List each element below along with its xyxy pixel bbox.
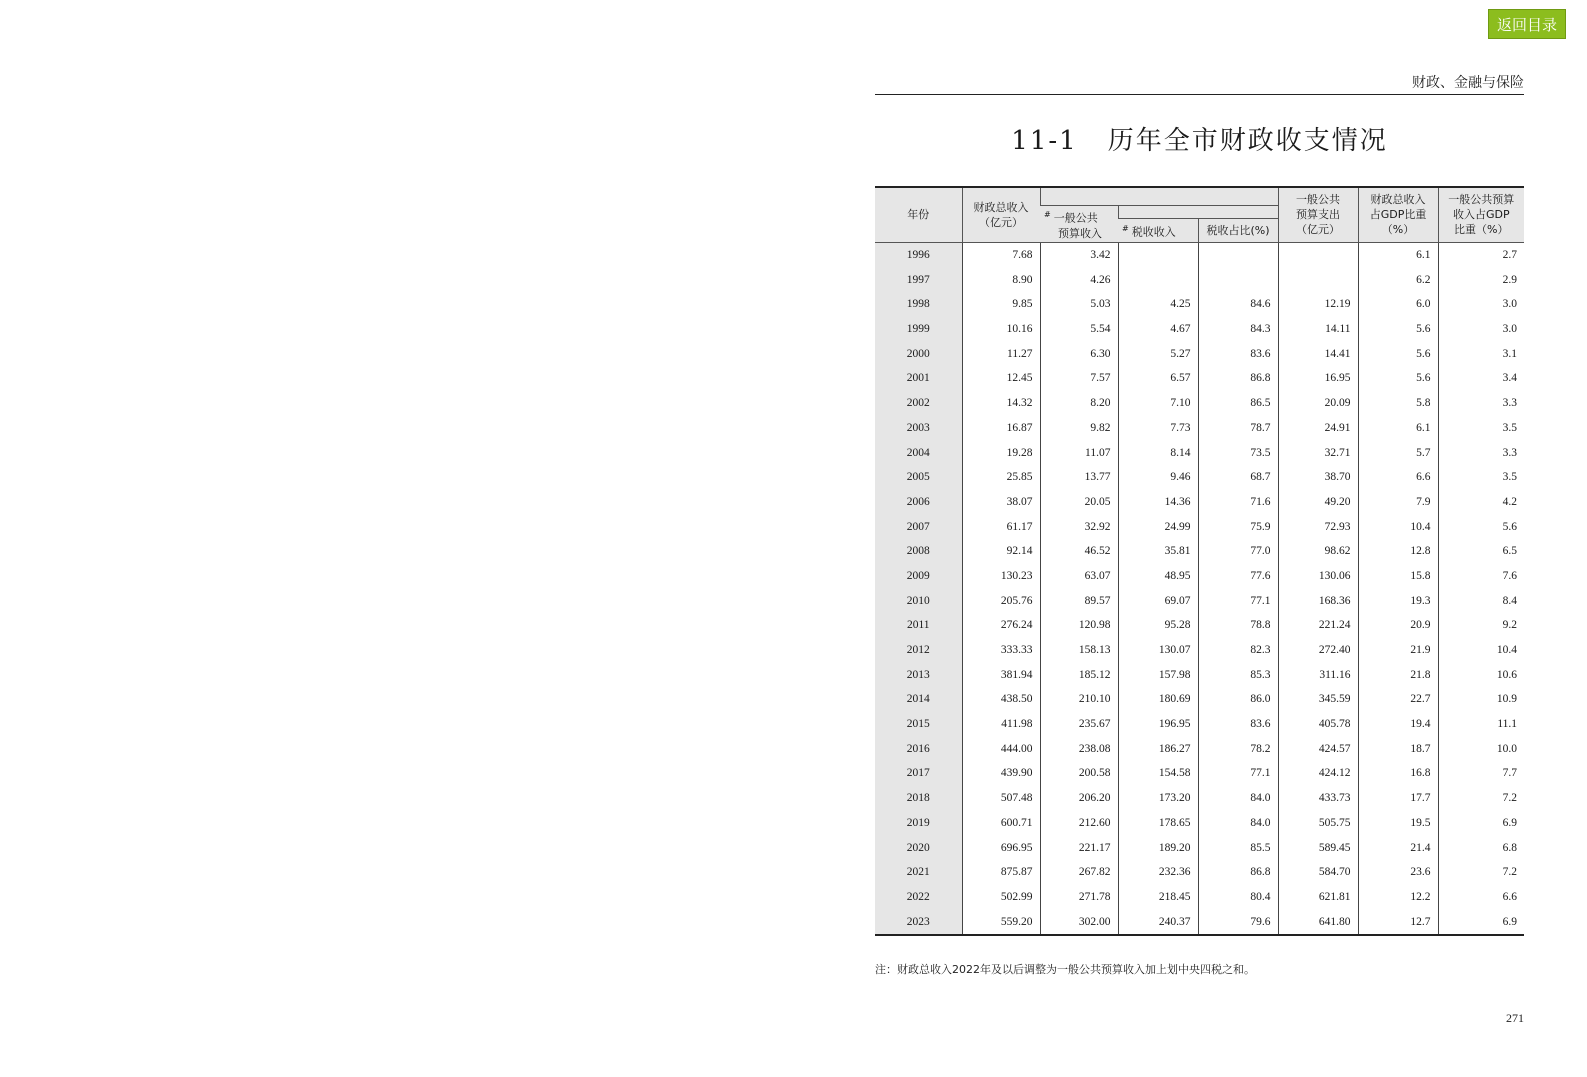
cell-tax-share: 85.3 [1198, 662, 1278, 687]
cell-tax-revenue: 196.95 [1118, 712, 1198, 737]
cell-general-budget-expenditure [1278, 267, 1358, 292]
table-row [875, 662, 1524, 687]
cell-year: 2023 [875, 909, 962, 935]
cell-general-budget-expenditure: 20.09 [1278, 391, 1358, 416]
cell-budget-revenue-gdp: 8.4 [1438, 588, 1524, 613]
cell-budget-revenue-gdp: 10.0 [1438, 736, 1524, 761]
cell-tax-revenue: 180.69 [1118, 687, 1198, 712]
cell-year: 2008 [875, 539, 962, 564]
cell-total-revenue-gdp: 23.6 [1358, 860, 1438, 885]
cell-general-budget-expenditure: 641.80 [1278, 909, 1358, 935]
back-to-contents-button[interactable]: 返回目录 [1488, 9, 1566, 39]
cell-general-budget-revenue: 158.13 [1040, 638, 1118, 663]
cell-year: 2014 [875, 687, 962, 712]
cell-tax-revenue [1118, 242, 1198, 267]
cell-tax-revenue: 35.81 [1118, 539, 1198, 564]
cell-total-revenue: 411.98 [962, 712, 1040, 737]
fiscal-table-container [875, 186, 1524, 936]
cell-total-revenue-gdp: 5.7 [1358, 440, 1438, 465]
table-row [875, 391, 1524, 416]
table-row [875, 490, 1524, 515]
table-row [875, 317, 1524, 342]
table-row [875, 761, 1524, 786]
cell-general-budget-expenditure: 505.75 [1278, 810, 1358, 835]
cell-budget-revenue-gdp: 10.6 [1438, 662, 1524, 687]
cell-budget-revenue-gdp: 6.9 [1438, 810, 1524, 835]
cell-tax-share [1198, 242, 1278, 267]
cell-year: 2005 [875, 465, 962, 490]
cell-general-budget-revenue: 5.54 [1040, 317, 1118, 342]
cell-general-budget-expenditure [1278, 242, 1358, 267]
cell-total-revenue: 11.27 [962, 341, 1040, 366]
cell-tax-share: 77.0 [1198, 539, 1278, 564]
cell-general-budget-revenue: 89.57 [1040, 588, 1118, 613]
cell-year: 1997 [875, 267, 962, 292]
cell-general-budget-expenditure: 221.24 [1278, 613, 1358, 638]
cell-tax-share: 84.0 [1198, 810, 1278, 835]
cell-budget-revenue-gdp: 11.1 [1438, 712, 1524, 737]
cell-total-revenue: 130.23 [962, 564, 1040, 589]
cell-year: 2017 [875, 761, 962, 786]
cell-general-budget-expenditure: 32.71 [1278, 440, 1358, 465]
cell-total-revenue-gdp: 7.9 [1358, 490, 1438, 515]
cell-year: 2021 [875, 860, 962, 885]
table-row [875, 588, 1524, 613]
cell-general-budget-revenue: 206.20 [1040, 786, 1118, 811]
cell-budget-revenue-gdp: 3.5 [1438, 465, 1524, 490]
cell-budget-revenue-gdp: 7.6 [1438, 564, 1524, 589]
cell-budget-revenue-gdp: 6.6 [1438, 885, 1524, 910]
header-revenue-group [1040, 187, 1278, 206]
cell-tax-revenue: 154.58 [1118, 761, 1198, 786]
cell-budget-revenue-gdp: 9.2 [1438, 613, 1524, 638]
cell-budget-revenue-gdp: 6.5 [1438, 539, 1524, 564]
cell-year: 2006 [875, 490, 962, 515]
cell-tax-revenue: 218.45 [1118, 885, 1198, 910]
footnote: 注：财政总收入2022年及以后调整为一般公共预算收入加上划中央四税之和。 [875, 963, 1255, 976]
cell-tax-share: 86.8 [1198, 860, 1278, 885]
cell-total-revenue-gdp: 5.8 [1358, 391, 1438, 416]
cell-general-budget-revenue: 235.67 [1040, 712, 1118, 737]
cell-total-revenue: 8.90 [962, 267, 1040, 292]
cell-tax-revenue: 186.27 [1118, 736, 1198, 761]
cell-total-revenue-gdp: 12.2 [1358, 885, 1438, 910]
cell-budget-revenue-gdp: 3.3 [1438, 391, 1524, 416]
table-row [875, 242, 1524, 267]
cell-total-revenue-gdp: 19.4 [1358, 712, 1438, 737]
cell-tax-share: 73.5 [1198, 440, 1278, 465]
cell-total-revenue: 9.85 [962, 292, 1040, 317]
cell-total-revenue: 381.94 [962, 662, 1040, 687]
cell-general-budget-revenue: 9.82 [1040, 415, 1118, 440]
cell-tax-share: 71.6 [1198, 490, 1278, 515]
cell-tax-revenue: 4.67 [1118, 317, 1198, 342]
table-number: 11-1 [1011, 126, 1078, 156]
cell-total-revenue: 7.68 [962, 242, 1040, 267]
cell-total-revenue: 10.16 [962, 317, 1040, 342]
cell-general-budget-expenditure: 16.95 [1278, 366, 1358, 391]
cell-total-revenue: 438.50 [962, 687, 1040, 712]
cell-general-budget-revenue: 11.07 [1040, 440, 1118, 465]
cell-year: 2022 [875, 885, 962, 910]
cell-budget-revenue-gdp: 3.0 [1438, 317, 1524, 342]
cell-budget-revenue-gdp: 3.0 [1438, 292, 1524, 317]
header-tax-share: 税收占比(%) [1198, 219, 1278, 243]
table-row [875, 292, 1524, 317]
cell-total-revenue: 276.24 [962, 613, 1040, 638]
cell-tax-share: 82.3 [1198, 638, 1278, 663]
cell-general-budget-revenue: 210.10 [1040, 687, 1118, 712]
cell-tax-revenue: 5.27 [1118, 341, 1198, 366]
cell-tax-share: 77.6 [1198, 564, 1278, 589]
table-row [875, 860, 1524, 885]
cell-general-budget-expenditure: 433.73 [1278, 786, 1358, 811]
cell-general-budget-revenue: 3.42 [1040, 242, 1118, 267]
cell-total-revenue: 19.28 [962, 440, 1040, 465]
header-total-revenue-gdp: 财政总收入 占GDP比重 （%） [1358, 187, 1438, 242]
cell-tax-revenue: 6.57 [1118, 366, 1198, 391]
cell-general-budget-expenditure: 584.70 [1278, 860, 1358, 885]
cell-total-revenue-gdp: 5.6 [1358, 366, 1438, 391]
cell-budget-revenue-gdp: 3.4 [1438, 366, 1524, 391]
cell-tax-revenue: 189.20 [1118, 835, 1198, 860]
table-row [875, 267, 1524, 292]
cell-general-budget-revenue: 4.26 [1040, 267, 1118, 292]
cell-general-budget-expenditure: 130.06 [1278, 564, 1358, 589]
cell-tax-share: 84.0 [1198, 786, 1278, 811]
cell-budget-revenue-gdp: 7.7 [1438, 761, 1524, 786]
cell-tax-share: 85.5 [1198, 835, 1278, 860]
cell-general-budget-revenue: 212.60 [1040, 810, 1118, 835]
cell-general-budget-revenue: 13.77 [1040, 465, 1118, 490]
cell-budget-revenue-gdp: 7.2 [1438, 786, 1524, 811]
cell-tax-revenue: 4.25 [1118, 292, 1198, 317]
cell-year: 2016 [875, 736, 962, 761]
cell-tax-share: 78.2 [1198, 736, 1278, 761]
table-row [875, 786, 1524, 811]
cell-general-budget-expenditure: 49.20 [1278, 490, 1358, 515]
cell-general-budget-expenditure: 38.70 [1278, 465, 1358, 490]
cell-total-revenue: 25.85 [962, 465, 1040, 490]
cell-tax-share: 78.7 [1198, 415, 1278, 440]
cell-tax-revenue: 130.07 [1118, 638, 1198, 663]
table-row [875, 465, 1524, 490]
cell-general-budget-revenue: 185.12 [1040, 662, 1118, 687]
table-row [875, 366, 1524, 391]
cell-tax-share: 77.1 [1198, 588, 1278, 613]
cell-budget-revenue-gdp: 3.3 [1438, 440, 1524, 465]
header-budget-revenue-gdp: 一般公共预算 收入占GDP 比重（%） [1438, 187, 1524, 242]
header-general-budget-expenditure: 一般公共 预算支出 （亿元） [1278, 187, 1358, 242]
cell-total-revenue-gdp: 15.8 [1358, 564, 1438, 589]
cell-total-revenue-gdp: 5.6 [1358, 341, 1438, 366]
cell-tax-revenue: 178.65 [1118, 810, 1198, 835]
cell-year: 2020 [875, 835, 962, 860]
cell-budget-revenue-gdp: 3.1 [1438, 341, 1524, 366]
cell-year: 2013 [875, 662, 962, 687]
cell-budget-revenue-gdp: 5.6 [1438, 514, 1524, 539]
cell-year: 2018 [875, 786, 962, 811]
cell-total-revenue-gdp: 19.5 [1358, 810, 1438, 835]
cell-total-revenue-gdp: 6.1 [1358, 242, 1438, 267]
cell-tax-revenue: 8.14 [1118, 440, 1198, 465]
cell-tax-revenue: 240.37 [1118, 909, 1198, 935]
cell-total-revenue-gdp: 18.7 [1358, 736, 1438, 761]
cell-tax-revenue: 24.99 [1118, 514, 1198, 539]
cell-general-budget-expenditure: 12.19 [1278, 292, 1358, 317]
table-title-text: 历年全市财政收支情况 [1107, 126, 1388, 156]
cell-total-revenue-gdp: 20.9 [1358, 613, 1438, 638]
cell-year: 2009 [875, 564, 962, 589]
cell-total-revenue-gdp: 6.2 [1358, 267, 1438, 292]
cell-total-revenue-gdp: 19.3 [1358, 588, 1438, 613]
cell-tax-revenue: 14.36 [1118, 490, 1198, 515]
cell-general-budget-revenue: 267.82 [1040, 860, 1118, 885]
cell-total-revenue: 444.00 [962, 736, 1040, 761]
cell-general-budget-expenditure: 345.59 [1278, 687, 1358, 712]
table-row [875, 835, 1524, 860]
cell-general-budget-revenue: 46.52 [1040, 539, 1118, 564]
cell-general-budget-expenditure: 621.81 [1278, 885, 1358, 910]
cell-budget-revenue-gdp: 4.2 [1438, 490, 1524, 515]
cell-general-budget-revenue: 200.58 [1040, 761, 1118, 786]
cell-tax-revenue: 7.73 [1118, 415, 1198, 440]
cell-tax-share: 77.1 [1198, 761, 1278, 786]
cell-general-budget-revenue: 221.17 [1040, 835, 1118, 860]
cell-year: 1999 [875, 317, 962, 342]
page-number: 271 [1506, 1011, 1524, 1025]
cell-year: 1996 [875, 242, 962, 267]
cell-tax-share: 86.0 [1198, 687, 1278, 712]
cell-tax-revenue: 95.28 [1118, 613, 1198, 638]
cell-total-revenue: 38.07 [962, 490, 1040, 515]
cell-year: 2010 [875, 588, 962, 613]
cell-total-revenue-gdp: 17.7 [1358, 786, 1438, 811]
cell-tax-revenue: 69.07 [1118, 588, 1198, 613]
cell-total-revenue: 600.71 [962, 810, 1040, 835]
table-row [875, 712, 1524, 737]
cell-general-budget-expenditure: 14.11 [1278, 317, 1358, 342]
cell-total-revenue: 92.14 [962, 539, 1040, 564]
cell-total-revenue: 205.76 [962, 588, 1040, 613]
table-row [875, 687, 1524, 712]
cell-tax-revenue: 9.46 [1118, 465, 1198, 490]
cell-tax-revenue: 7.10 [1118, 391, 1198, 416]
cell-year: 2019 [875, 810, 962, 835]
cell-total-revenue: 14.32 [962, 391, 1040, 416]
cell-general-budget-revenue: 63.07 [1040, 564, 1118, 589]
cell-total-revenue: 333.33 [962, 638, 1040, 663]
cell-budget-revenue-gdp: 10.9 [1438, 687, 1524, 712]
cell-total-revenue-gdp: 21.9 [1358, 638, 1438, 663]
cell-general-budget-expenditure: 424.12 [1278, 761, 1358, 786]
cell-general-budget-revenue: 20.05 [1040, 490, 1118, 515]
cell-tax-share: 84.3 [1198, 317, 1278, 342]
cell-budget-revenue-gdp: 3.5 [1438, 415, 1524, 440]
cell-tax-share: 80.4 [1198, 885, 1278, 910]
cell-tax-share: 79.6 [1198, 909, 1278, 935]
cell-tax-revenue: 157.98 [1118, 662, 1198, 687]
cell-total-revenue: 12.45 [962, 366, 1040, 391]
cell-general-budget-revenue: 6.30 [1040, 341, 1118, 366]
cell-general-budget-revenue: 271.78 [1040, 885, 1118, 910]
cell-total-revenue: 16.87 [962, 415, 1040, 440]
cell-tax-share [1198, 267, 1278, 292]
cell-general-budget-revenue: 120.98 [1040, 613, 1118, 638]
cell-total-revenue-gdp: 5.6 [1358, 317, 1438, 342]
cell-year: 2012 [875, 638, 962, 663]
cell-general-budget-expenditure: 24.91 [1278, 415, 1358, 440]
cell-general-budget-expenditure: 405.78 [1278, 712, 1358, 737]
cell-tax-share: 86.5 [1198, 391, 1278, 416]
table-row [875, 440, 1524, 465]
cell-general-budget-revenue: 8.20 [1040, 391, 1118, 416]
cell-total-revenue-gdp: 6.1 [1358, 415, 1438, 440]
header-divider [875, 94, 1524, 95]
table-row [875, 638, 1524, 663]
cell-general-budget-revenue: 7.57 [1040, 366, 1118, 391]
cell-year: 1998 [875, 292, 962, 317]
cell-general-budget-expenditure: 14.41 [1278, 341, 1358, 366]
table-title [875, 120, 1524, 157]
cell-general-budget-revenue: 302.00 [1040, 909, 1118, 935]
cell-general-budget-revenue: 32.92 [1040, 514, 1118, 539]
header-year: 年份 [875, 187, 962, 242]
table-row [875, 736, 1524, 761]
cell-total-revenue: 696.95 [962, 835, 1040, 860]
cell-general-budget-expenditure: 589.45 [1278, 835, 1358, 860]
cell-tax-revenue [1118, 267, 1198, 292]
cell-tax-revenue: 232.36 [1118, 860, 1198, 885]
cell-total-revenue-gdp: 22.7 [1358, 687, 1438, 712]
cell-budget-revenue-gdp: 7.2 [1438, 860, 1524, 885]
cell-general-budget-expenditure: 72.93 [1278, 514, 1358, 539]
header-tax-revenue: # 税收收入 [1118, 219, 1198, 243]
cell-general-budget-expenditure: 311.16 [1278, 662, 1358, 687]
cell-total-revenue: 559.20 [962, 909, 1040, 935]
table-row [875, 613, 1524, 638]
cell-general-budget-revenue: 5.03 [1040, 292, 1118, 317]
table-row [875, 539, 1524, 564]
cell-total-revenue-gdp: 12.7 [1358, 909, 1438, 935]
cell-total-revenue-gdp: 6.6 [1358, 465, 1438, 490]
cell-total-revenue: 61.17 [962, 514, 1040, 539]
header-tax-group [1118, 206, 1278, 219]
cell-general-budget-revenue: 238.08 [1040, 736, 1118, 761]
cell-total-revenue: 875.87 [962, 860, 1040, 885]
cell-tax-share: 68.7 [1198, 465, 1278, 490]
cell-tax-share: 78.8 [1198, 613, 1278, 638]
cell-year: 2002 [875, 391, 962, 416]
cell-tax-share: 75.9 [1198, 514, 1278, 539]
cell-budget-revenue-gdp: 6.9 [1438, 909, 1524, 935]
cell-budget-revenue-gdp: 10.4 [1438, 638, 1524, 663]
cell-general-budget-expenditure: 424.57 [1278, 736, 1358, 761]
table-row [875, 564, 1524, 589]
cell-tax-share: 83.6 [1198, 712, 1278, 737]
table-row [875, 341, 1524, 366]
table-row [875, 909, 1524, 935]
cell-tax-share: 83.6 [1198, 341, 1278, 366]
header-general-budget-revenue: # 一般公共 预算收入 [1040, 206, 1118, 243]
cell-tax-share: 86.8 [1198, 366, 1278, 391]
cell-year: 2000 [875, 341, 962, 366]
cell-total-revenue-gdp: 16.8 [1358, 761, 1438, 786]
cell-year: 2011 [875, 613, 962, 638]
cell-tax-revenue: 48.95 [1118, 564, 1198, 589]
table-row [875, 415, 1524, 440]
table-row [875, 514, 1524, 539]
cell-total-revenue-gdp: 6.0 [1358, 292, 1438, 317]
cell-total-revenue: 439.90 [962, 761, 1040, 786]
cell-total-revenue: 502.99 [962, 885, 1040, 910]
table-row [875, 810, 1524, 835]
fiscal-table [875, 186, 1524, 936]
cell-budget-revenue-gdp: 6.8 [1438, 835, 1524, 860]
cell-general-budget-expenditure: 272.40 [1278, 638, 1358, 663]
cell-total-revenue-gdp: 21.8 [1358, 662, 1438, 687]
cell-general-budget-expenditure: 168.36 [1278, 588, 1358, 613]
cell-tax-revenue: 173.20 [1118, 786, 1198, 811]
cell-tax-share: 84.6 [1198, 292, 1278, 317]
header-total-revenue: 财政总收入 （亿元） [962, 187, 1040, 242]
table-row [875, 885, 1524, 910]
cell-budget-revenue-gdp: 2.9 [1438, 267, 1524, 292]
cell-year: 2015 [875, 712, 962, 737]
cell-year: 2007 [875, 514, 962, 539]
cell-total-revenue-gdp: 12.8 [1358, 539, 1438, 564]
cell-year: 2004 [875, 440, 962, 465]
cell-general-budget-expenditure: 98.62 [1278, 539, 1358, 564]
cell-total-revenue-gdp: 10.4 [1358, 514, 1438, 539]
cell-total-revenue: 507.48 [962, 786, 1040, 811]
cell-budget-revenue-gdp: 2.7 [1438, 242, 1524, 267]
cell-year: 2001 [875, 366, 962, 391]
cell-total-revenue-gdp: 21.4 [1358, 835, 1438, 860]
cell-year: 2003 [875, 415, 962, 440]
table-body [875, 242, 1524, 935]
section-header: 财政、金融与保险 [1412, 75, 1524, 91]
